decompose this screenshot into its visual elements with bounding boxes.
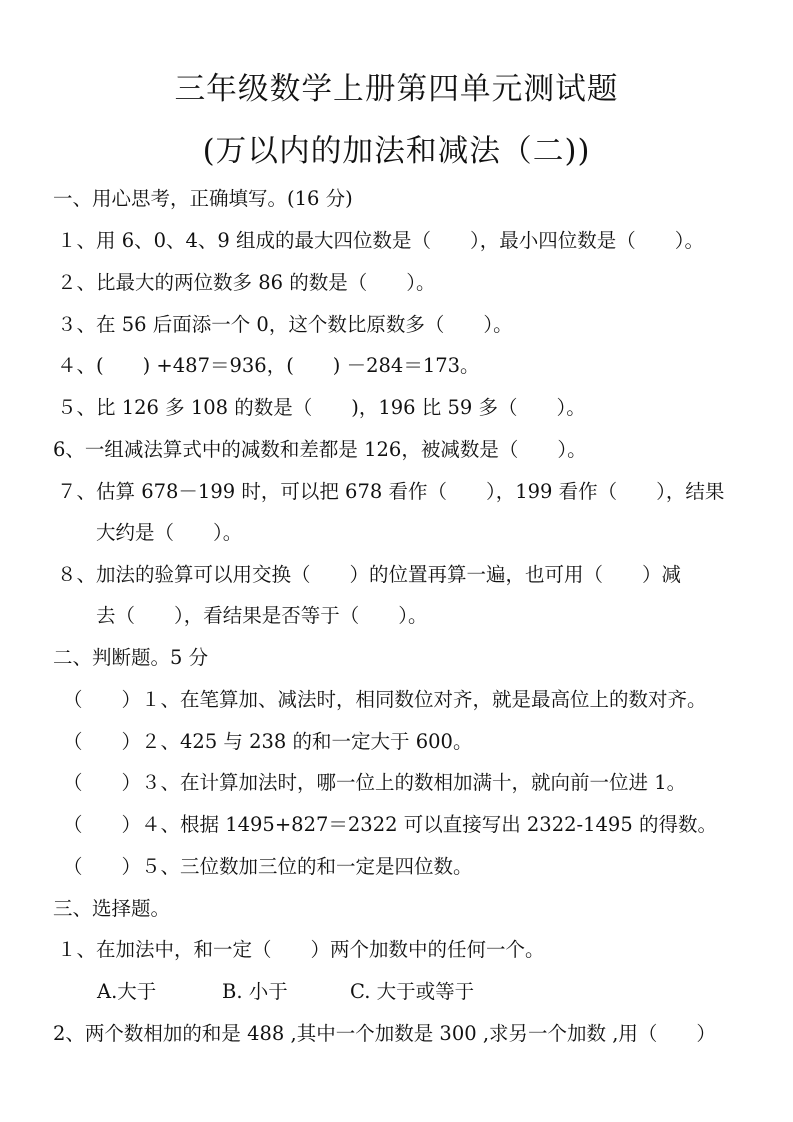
section3-question-1: １、在加法中，和一定（ ）两个加数中的任何一个。 xyxy=(57,938,545,961)
page-subtitle: (万以内的加法和减法（二)) xyxy=(202,133,591,169)
page-title: 三年级数学上册第四单元测试题 xyxy=(174,71,619,107)
section1-question-4: ４、( ) +487＝936，( ) －284＝173。 xyxy=(57,354,480,377)
option-a: A.大于 xyxy=(97,980,157,1003)
section1-question-8-continued: 去（ ），看结果是否等于（ ）。 xyxy=(96,604,428,627)
section3-question-2: 2、两个数相加的和是 488 ,其中一个加数是 300 ,求另一个加数 ,用（ ） xyxy=(53,1022,716,1045)
section1-question-7: ７、估算 678－199 时，可以把 678 看作（ ），199 看作（ ），结果 xyxy=(57,480,725,503)
section2-question-4: （ ）４、根据 1495+827＝2322 可以直接写出 2322-1495 的得数。 xyxy=(63,813,717,836)
section2-heading: 二、判断题。5 分 xyxy=(53,646,209,669)
section2-question-3: （ ）３、在计算加法时，哪一位上的数相加满十，就向前一位进 1。 xyxy=(63,771,687,794)
section1-question-7-continued: 大约是（ ）。 xyxy=(96,521,243,544)
section1-question-1: １、用 6、0、4、9 组成的最大四位数是（ ），最小四位数是（ ）。 xyxy=(57,229,705,252)
section3-heading: 三、选择题。 xyxy=(53,897,171,920)
section1-question-5: ５、比 126 多 108 的数是（ )，196 比 59 多（ ）。 xyxy=(57,396,586,419)
section1-heading: 一、用心思考，正确填写。(16 分) xyxy=(53,187,353,210)
section2-question-5: （ ）５、三位数加三位的和一定是四位数。 xyxy=(63,855,473,878)
section1-question-8: ８、加法的验算可以用交换（ ）的位置再算一遍，也可用（ ）减 xyxy=(57,563,682,586)
section2-question-1: （ ）１、在笔算加、减法时，相同数位对齐，就是最高位上的数对齐。 xyxy=(63,688,707,711)
section1-question-2: ２、比最大的两位数多 86 的数是（ ）。 xyxy=(57,271,436,294)
section2-question-2: （ ）２、425 与 238 的和一定大于 600。 xyxy=(63,730,473,753)
section1-question-3: ３、在 56 后面添一个 0，这个数比原数多（ ）。 xyxy=(57,313,513,336)
section1-question-6: 6、一组减法算式中的减数和差都是 126，被减数是（ ）。 xyxy=(53,438,587,461)
option-c: C. 大于或等于 xyxy=(350,980,475,1003)
option-b: B. 小于 xyxy=(222,980,288,1003)
